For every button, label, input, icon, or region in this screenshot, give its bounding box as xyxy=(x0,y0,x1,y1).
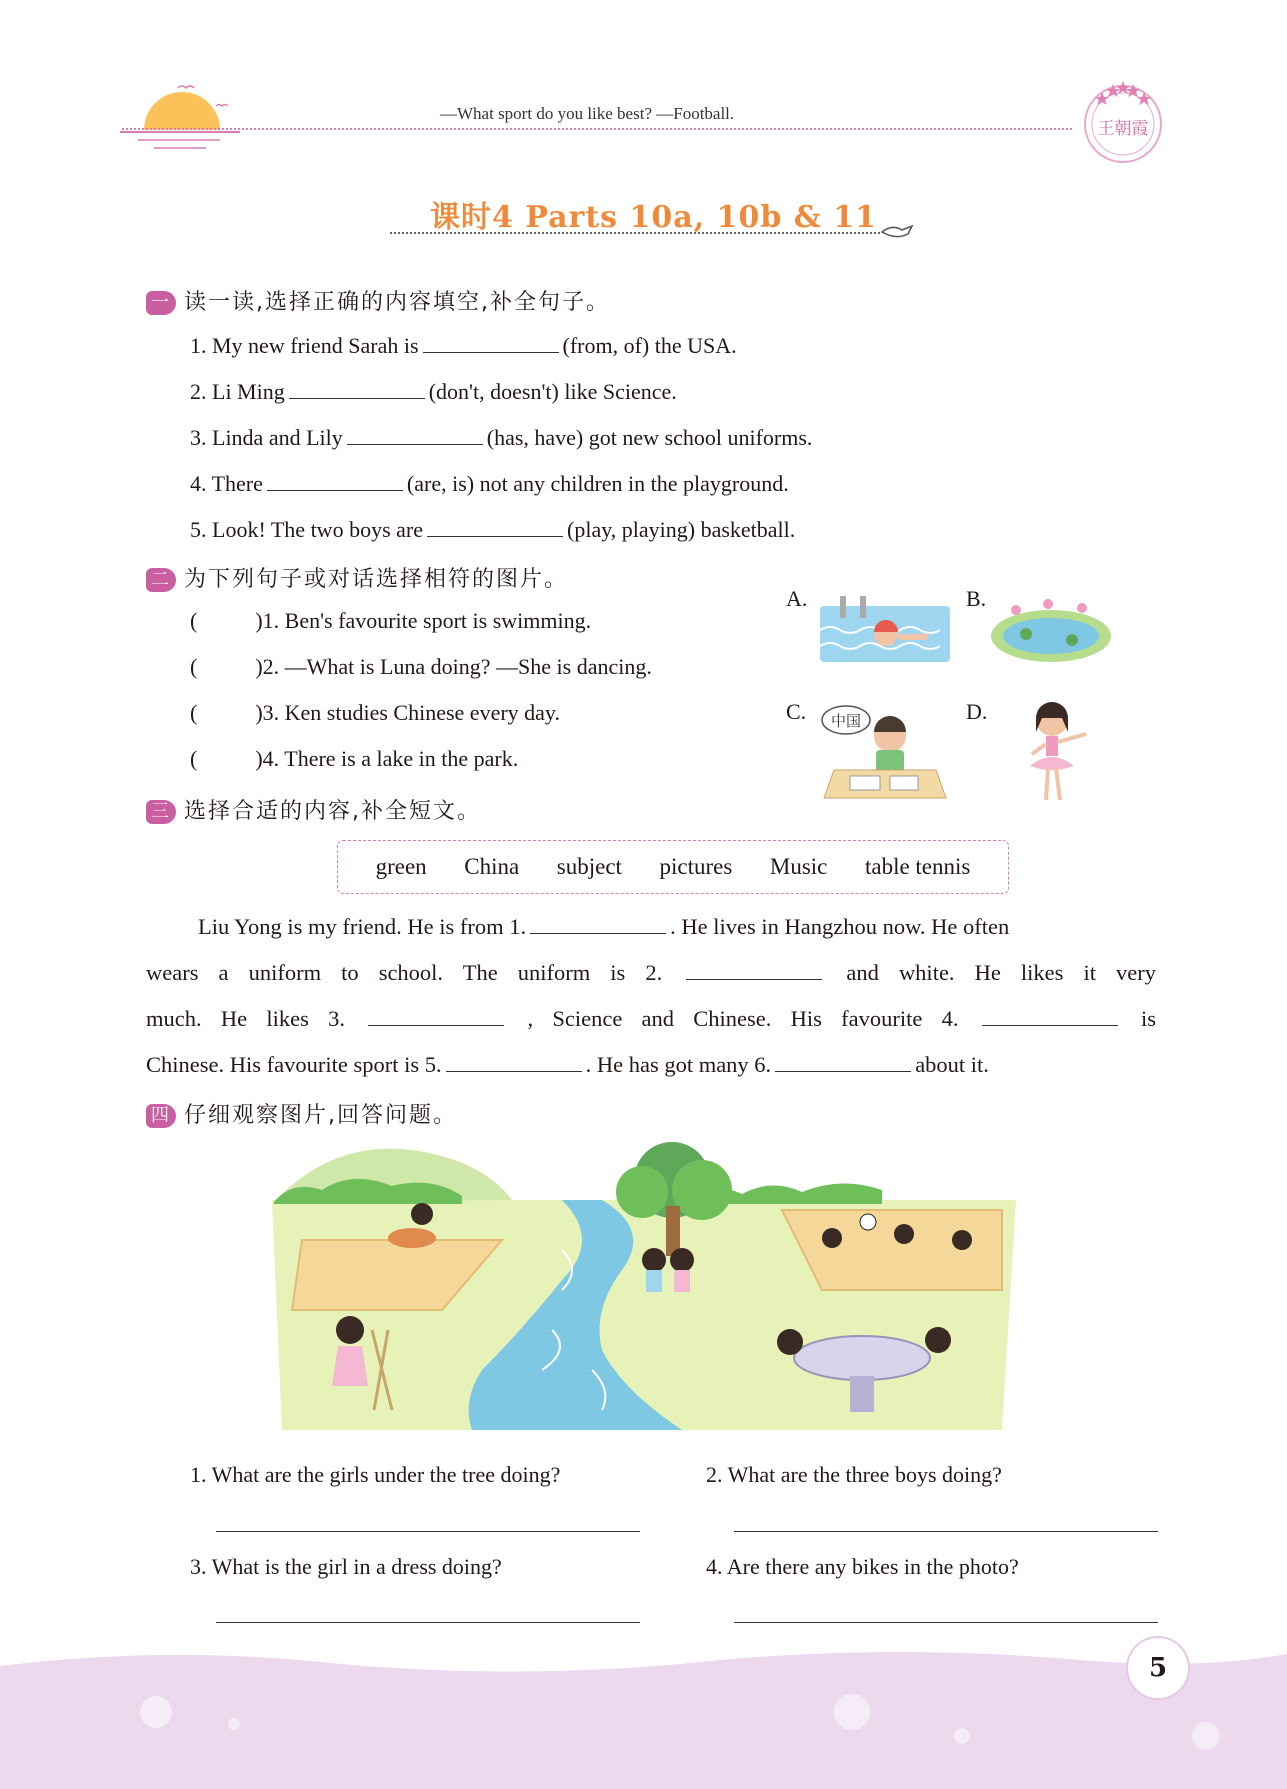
s1-blank-4[interactable] xyxy=(267,470,403,491)
s2-item-3-text: 3. Ken studies Chinese every day. xyxy=(262,700,560,725)
option-c-studying-picture xyxy=(820,700,950,810)
cloze-blank-6[interactable] xyxy=(775,1051,911,1072)
section2-badge: 二 xyxy=(146,568,176,592)
section4-heading-text: 仔细观察图片,回答问题。 xyxy=(184,1103,457,1128)
cloze-blank-4[interactable] xyxy=(982,1005,1118,1026)
s1-item-4-tail: (are, is) not any children in the playground. xyxy=(406,471,789,496)
section1-heading-text: 读一读,选择正确的内容填空,补全句子。 xyxy=(184,290,610,315)
s2-paren-close-3: ) xyxy=(255,700,263,725)
cloze-text: much. He likes 3. xyxy=(146,1006,345,1031)
s4-answer-line-1[interactable] xyxy=(216,1531,640,1532)
s1-item-3-text: 3. Linda and Lily xyxy=(190,425,343,450)
cloze-text: Liu Yong is my friend. He is from 1. xyxy=(198,914,527,939)
s2-item-3 xyxy=(190,700,560,726)
s2-item-2 xyxy=(190,654,652,680)
s1-item-3-tail: (has, have) got new school uniforms. xyxy=(486,425,813,450)
section1-badge: 一 xyxy=(146,291,176,315)
cloze-text: . He has got many 6. xyxy=(585,1052,772,1077)
option-c-label: C. xyxy=(786,699,807,724)
option-b-label: B. xyxy=(966,586,987,611)
cloze-text: is xyxy=(1141,1006,1157,1031)
section1-heading xyxy=(146,285,610,316)
s1-item-1-text: 1. My new friend Sarah is xyxy=(190,333,419,358)
s1-blank-1[interactable] xyxy=(423,332,559,353)
s2-item-1 xyxy=(190,608,591,634)
s4-question-2: 2. What are the three boys doing? xyxy=(706,1462,1002,1487)
cloze-text: . He lives in Hangzhou now. He often xyxy=(670,914,1010,939)
s2-paren-close-4: ) xyxy=(255,746,263,771)
s2-paren-close-1: ) xyxy=(255,608,263,633)
word-bank-item: China xyxy=(464,854,520,879)
s4-question-1: 1. What are the girls under the tree doing? xyxy=(190,1462,561,1487)
s1-item-5 xyxy=(190,516,795,543)
footer-wave-decoration xyxy=(0,1640,1287,1789)
s2-paren-open-3: ( xyxy=(190,700,198,725)
word-bank-item: pictures xyxy=(659,854,733,879)
section3-heading xyxy=(146,794,481,825)
section4-heading xyxy=(146,1098,457,1129)
s1-item-2-text: 2. Li Ming xyxy=(190,379,285,404)
s2-item-4-text: 4. There is a lake in the park. xyxy=(262,746,519,771)
cloze-line-3 xyxy=(146,996,1156,1042)
word-bank-item: green xyxy=(375,854,427,879)
s1-blank-2[interactable] xyxy=(289,378,425,399)
section3-heading-text: 选择合适的内容,补全短文。 xyxy=(184,799,481,824)
s1-item-1 xyxy=(190,332,737,359)
park-scene-picture xyxy=(262,1130,1026,1440)
word-bank-item: table tennis xyxy=(864,854,971,879)
speech-bubble-text: 中国 xyxy=(830,712,862,730)
word-bank-item: Music xyxy=(769,854,828,879)
section4-badge: 四 xyxy=(146,1104,176,1128)
option-d-dancing-picture xyxy=(1016,696,1096,812)
section3-badge: 三 xyxy=(146,800,176,824)
option-b-lake-picture xyxy=(986,590,1116,670)
s1-item-2-tail: (don't, doesn't) like Science. xyxy=(428,379,677,404)
s1-item-3 xyxy=(190,424,812,451)
s2-paren-close-2: ) xyxy=(255,654,263,679)
option-a-swimming-picture xyxy=(810,590,960,670)
logo-text: 王朝霞 xyxy=(1097,119,1149,139)
header-dotted-line xyxy=(122,128,1072,130)
s1-blank-5[interactable] xyxy=(427,516,563,537)
s1-item-4-text: 4. There xyxy=(190,471,263,496)
page-number: 5 xyxy=(1126,1636,1190,1700)
title-underline xyxy=(390,232,880,234)
s4-answer-line-4[interactable] xyxy=(734,1622,1158,1623)
cloze-text: Chinese. His favourite sport is 5. xyxy=(146,1052,442,1077)
s4-question-3: 3. What is the girl in a dress doing? xyxy=(190,1554,502,1579)
s2-item-2-text: 2. —What is Luna doing? —She is dancing. xyxy=(262,654,652,679)
s1-item-1-tail: (from, of) the USA. xyxy=(562,333,737,358)
s1-item-2 xyxy=(190,378,677,405)
cloze-blank-3[interactable] xyxy=(368,1005,504,1026)
bird-icon xyxy=(880,222,916,242)
cloze-line-1 xyxy=(146,904,1156,950)
cloze-text: wears a uniform to school. The uniform is 2. xyxy=(146,960,663,985)
logo-seal xyxy=(1080,74,1166,166)
cloze-text: , Science and Chinese. His favourite 4. xyxy=(527,1006,959,1031)
s1-item-5-tail: (play, playing) basketball. xyxy=(567,517,796,542)
cloze-line-4 xyxy=(146,1042,1156,1088)
option-d-label: D. xyxy=(966,699,988,724)
s2-item-4 xyxy=(190,746,518,772)
s4-answer-line-3[interactable] xyxy=(216,1622,640,1623)
word-bank-item: subject xyxy=(556,854,622,879)
s1-blank-3[interactable] xyxy=(347,424,483,445)
page-title: 课时4 Parts 10a, 10b & 11 xyxy=(430,200,878,235)
cloze-blank-5[interactable] xyxy=(446,1051,582,1072)
s1-item-5-text: 5. Look! The two boys are xyxy=(190,517,423,542)
sunset-decoration xyxy=(120,76,240,156)
section2-heading xyxy=(146,562,568,593)
s2-paren-open-4: ( xyxy=(190,746,198,771)
s4-answer-line-2[interactable] xyxy=(734,1531,1158,1532)
cloze-blank-1[interactable] xyxy=(530,913,666,934)
section2-heading-text: 为下列句子或对话选择相符的图片。 xyxy=(184,567,569,592)
cloze-line-2 xyxy=(146,950,1156,996)
cloze-blank-2[interactable] xyxy=(686,959,822,980)
cloze-text: and white. He likes it very xyxy=(846,960,1157,985)
s4-question-4: 4. Are there any bikes in the photo? xyxy=(706,1554,1019,1579)
header-text: —What sport do you like best? —Football. xyxy=(440,104,735,123)
s1-item-4 xyxy=(190,470,789,497)
cloze-passage xyxy=(146,904,1156,1088)
word-bank xyxy=(337,840,1009,894)
s2-paren-open-2: ( xyxy=(190,654,198,679)
cloze-text: about it. xyxy=(915,1052,989,1077)
s2-item-1-text: 1. Ben's favourite sport is swimming. xyxy=(262,608,592,633)
option-a-label: A. xyxy=(786,586,808,611)
s2-paren-open-1: ( xyxy=(190,608,198,633)
